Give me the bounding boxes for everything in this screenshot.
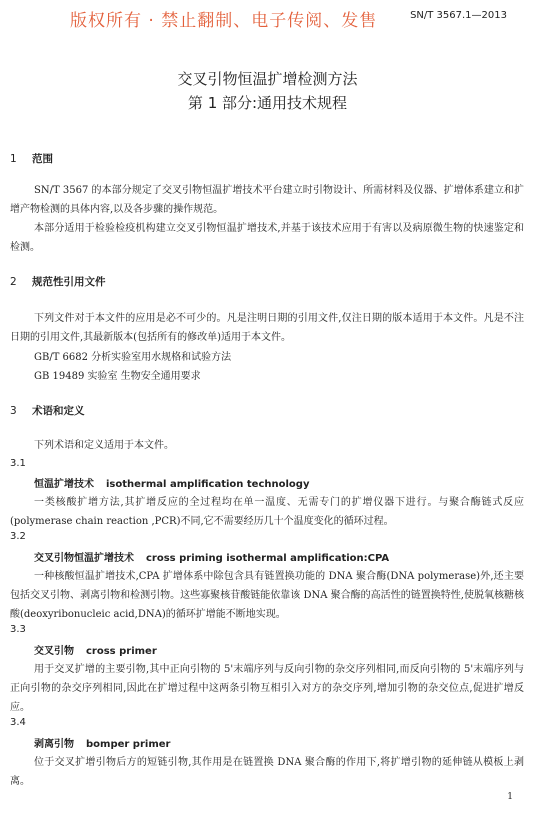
clause-number: 3.4 xyxy=(10,717,26,728)
paragraph: 本部分适用于检验检疫机构建立交叉引物恒温扩增技术,并基于该技术应用于有害以及病原微生物的快速鉴定和检测。 xyxy=(10,223,524,253)
term-zh: 剥离引物 xyxy=(34,739,74,750)
standard-number: SN/T 3567.1—2013 xyxy=(410,10,507,21)
section-1-heading xyxy=(10,151,53,166)
clause-number: 3.1 xyxy=(10,458,26,469)
section-title: 术语和定义 xyxy=(32,405,85,417)
term-definition: 位于交叉扩增引物后方的短链引物,其作用是在链置换 DNA 聚合酶的作用下,将扩增引物的延伸链从模板上剥离。 xyxy=(10,757,524,787)
term-definition: 一类核酸扩增方法,其扩增反应的全过程均在单一温度、无需专门的扩增仪器下进行。与聚合酶链式反应(polymerase chain reaction ,PCR)不同,它不需要经历几十个温度变化的循环过程。 xyxy=(10,497,524,527)
section-number: 2 xyxy=(10,276,17,288)
term-zh: 交叉引物 xyxy=(34,646,74,657)
clause-number: 3.2 xyxy=(10,531,26,542)
section-3-heading xyxy=(10,403,85,418)
term-definition: 一种核酸恒温扩增技术,CPA 扩增体系中除包含具有链置换功能的 DNA 聚合酶(DNA polymerase)外,还主要包括交叉引物、剥离引物和检测引物。这些寡聚核苷酸链能依靠该 DNA 聚合酶的高活性的链置换特性,使脱氧核糖核酸(deoxyribonucleic acid,DNA)的循环扩增能不断地实现。 xyxy=(10,571,524,620)
copyright-watermark: 版权所有 · 禁止翻制、电子传阅、发售 xyxy=(70,11,378,31)
section-number: 3 xyxy=(10,405,17,417)
document-title: 交叉引物恒温扩增检测方法 xyxy=(177,70,358,88)
reference-item: GB 19489 实验室 生物安全通用要求 xyxy=(34,371,201,382)
paragraph: 下列术语和定义适用于本文件。 xyxy=(34,440,174,451)
reference-item: GB/T 6682 分析实验室用水规格和试验方法 xyxy=(34,352,232,363)
page-number: 1 xyxy=(507,792,513,802)
term-definition: 用于交叉扩增的主要引物,其中正向引物的 5'末端序列与反向引物的杂交序列相同,而反向引物的 5'末端序列与正向引物的杂交序列相同,因此在扩增过程中这两条引物互相引入对方的杂交序列,增加引物的杂交位点,促进扩增反应。 xyxy=(10,664,524,713)
document-subtitle: 第 1 部分:通用技术规程 xyxy=(187,94,348,112)
term-en: bomper primer xyxy=(86,739,171,750)
term-en: cross primer xyxy=(86,646,157,657)
term-entry xyxy=(34,642,157,657)
paragraph: SN/T 3567 的本部分规定了交叉引物恒温扩增技术平台建立时引物设计、所需材料及仪器、扩增体系建立和扩增产物检测的具体内容,以及各步骤的操作规范。 xyxy=(10,185,524,215)
term-entry xyxy=(34,735,170,750)
clause-number: 3.3 xyxy=(10,624,26,635)
term-zh: 恒温扩增技术 xyxy=(34,479,94,490)
term-entry xyxy=(34,475,309,490)
section-number: 1 xyxy=(10,153,17,165)
section-2-heading xyxy=(10,274,106,289)
term-zh: 交叉引物恒温扩增技术 xyxy=(34,553,134,564)
paragraph: 下列文件对于本文件的应用是必不可少的。凡是注明日期的引用文件,仅注日期的版本适用于本文件。凡是不注日期的引用文件,其最新版本(包括所有的修改单)适用于本文件。 xyxy=(10,313,524,343)
term-en: isothermal amplification technology xyxy=(106,479,310,490)
term-entry xyxy=(34,549,389,564)
term-en: cross priming isothermal amplification:CPA xyxy=(146,553,390,564)
section-title: 范围 xyxy=(32,153,53,165)
section-title: 规范性引用文件 xyxy=(32,276,106,288)
